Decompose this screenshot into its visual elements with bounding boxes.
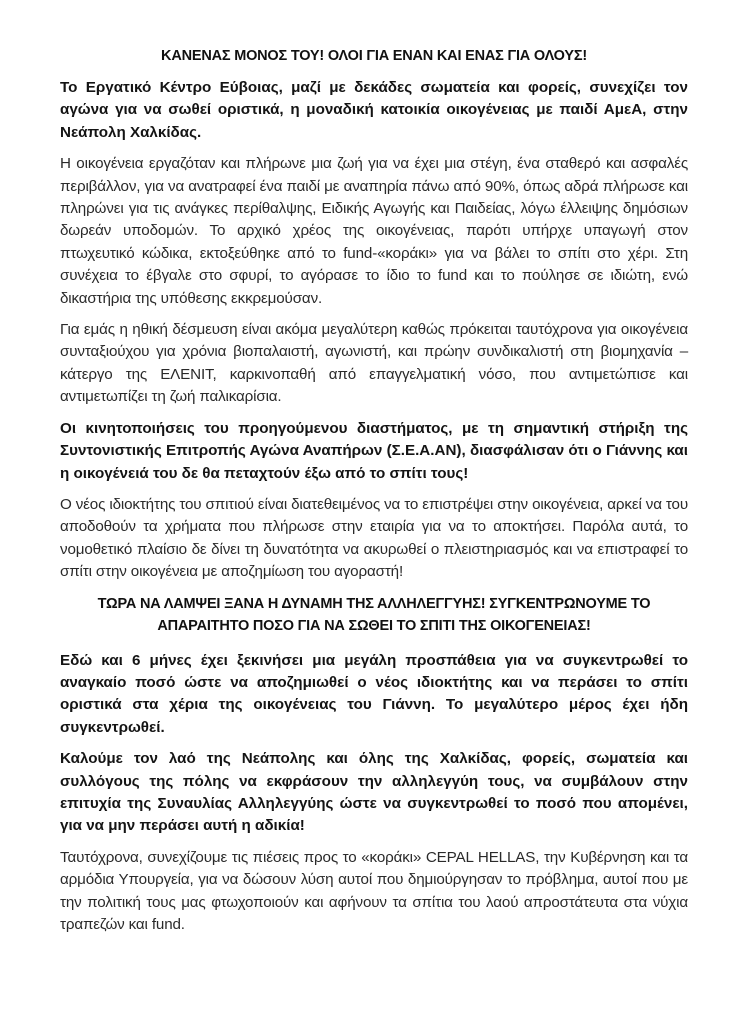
solidarity-heading-line-1: ΤΩΡΑ ΝΑ ΛΑΜΨΕΙ ΞΑΝΑ Η ΔΥΝΑΜΗ ΤΗΣ ΑΛΛΗΛΕΓΓΥΗΣ! ΣΥΓΚΕΝΤΡΩΝΟΥΜΕ ΤΟ [97,595,651,612]
paragraph-fundraising-effort: Εδώ και 6 μήνες έχει ξεκινήσει μια μεγάλη προσπάθεια για να συγκεντρωθεί το αναγκαίο ποσό ώστε να αποζημιωθεί ο νέος ιδιοκτήτης και να περάσει το σπίτι οριστικά στα χέρια της οικογένειας του Γιάννη. Το μεγαλύτερο μέρος έχει ήδη συγκεντρωθεί. [60,651,688,736]
paragraph-moral-commitment: Για εμάς η ηθική δέσμευση είναι ακόμα μεγαλύτερη καθώς πρόκειται ταυτόχρονα για οικογένεια συνταξιούχου για χρόνια βιοπαλαιστή, αγωνιστή, και πρώην συνδικαλιστή στη βιομηχανία – κάτεργο της ΕΛΕΝΙΤ, καρκινοπαθή από επαγγελματική νόσο, που αντιμετώπισε και αντιμετωπίζει τη ζωή παλικαρίσια. [60,321,688,406]
paragraph-family-history: Η οικογένεια εργαζόταν και πλήρωνε μια ζωή για να έχει μια στέγη, ένα σταθερό και ασφαλές περιβάλλον, για να ανατραφεί ένα παιδί με αναπηρία πάνω από 90%, όπως αδρά πλήρωσε και πληρώνει για τις ανάγκες περίθαλψης, Ειδικής Αγωγής και Παιδείας, λόγω έλλειψης δημόσιων δωρεάν υποδομών. Το αρχικό χρέος της οικογένειας, παρότι υπήρχε υπαγωγή στον πτωχευτικό κώδικα, εκτοξεύθηκε από το fund-«κοράκι» για να βάλει το σπίτι στο χέρι. Στη συνέχεια το έβγαλε στο σφυρί, το αγόρασε το ίδιο το fund και το πούλησε σε ιδιώτη, ενώ δικαστήρια της υπόθεσης εκκρεμούσαν. [60,155,688,307]
paragraph-mobilizations: Οι κινητοποιήσεις του προηγούμενου διαστήματος, με τη σημαντική στήριξη της Συντονιστικής Επιτροπής Αγώνα Αναπήρων (Σ.Ε.Α.ΑΝ), διασφάλισαν ότι ο Γιάννης και η οικογένειά του δε θα πεταχτούν έξω από το σπίτι τους! [60,419,688,482]
paragraph-call-to-action: Καλούμε τον λαό της Νεάπολης και όλης της Χαλκίδας, φορείς, σωματεία και συλλόγους της πόλης να εκφράσουν την αλληλεγγύη τους, να συμβάλουν στην επιτυχία της Συναυλίας Αλληλεγγύης ώστε να συγκεντρωθεί το ποσό που απομένει, για να μην περάσει αυτή η αδικία! [60,750,688,835]
solidarity-heading-line-2: ΑΠΑΡΑΙΤΗΤΟ ΠΟΣΟ ΓΙΑ ΝΑ ΣΩΘΕΙ ΤΟ ΣΠΙΤΙ ΤΗΣ ΟΙΚΟΓΕΝΕΙΑΣ! [157,617,591,634]
document-title: ΚΑΝΕΝΑΣ ΜΟΝΟΣ ΤΟΥ! ΟΛΟΙ ΓΙΑ ΕΝΑΝ ΚΑΙ ΕΝΑΣ ΓΙΑ ΟΛΟΥΣ! [161,48,587,64]
document-page [60,45,688,945]
paragraph-new-owner: Ο νέος ιδιοκτήτης του σπιτιού είναι διατεθειμένος να το επιστρέψει στην οικογένεια, αρκεί να του αποδοθούν τα χρήματα που πλήρωσε στην εταιρία για να το αποκτήσει. Παρόλα αυτά, το νομοθετικό πλαίσιο δε δίνει τη δυνατότητα να ακυρωθεί ο πλειστηριασμός και να επιστραφεί το σπίτι στην οικογένεια με αποζημίωση του αγοραστή! [60,495,688,581]
paragraph-intro: Το Εργατικό Κέντρο Εύβοιας, μαζί με δεκάδες σωματεία και φορείς, συνεχίζει τον αγώνα για να σωθεί οριστικά, η μοναδική κατοικία οικογένειας με παιδί ΑμεΑ, στην Νεάπολη Χαλκίδας. [60,79,688,141]
solidarity-heading [60,593,688,637]
paragraph-continued-pressure: Ταυτόχρονα, συνεχίζουμε τις πιέσεις προς το «κοράκι» CEPAL HELLAS, την Κυβέρνηση και τα αρμόδια Υπουργεία, για να δώσουν λύση αυτοί που δημιούργησαν το πρόβλημα, αυτοί που με την πολιτική τους μας φτωχοποιούν και αφήνουν τα σπίτια του λαού απροστάτευτα στα νύχια τραπεζών και fund. [60,848,688,933]
